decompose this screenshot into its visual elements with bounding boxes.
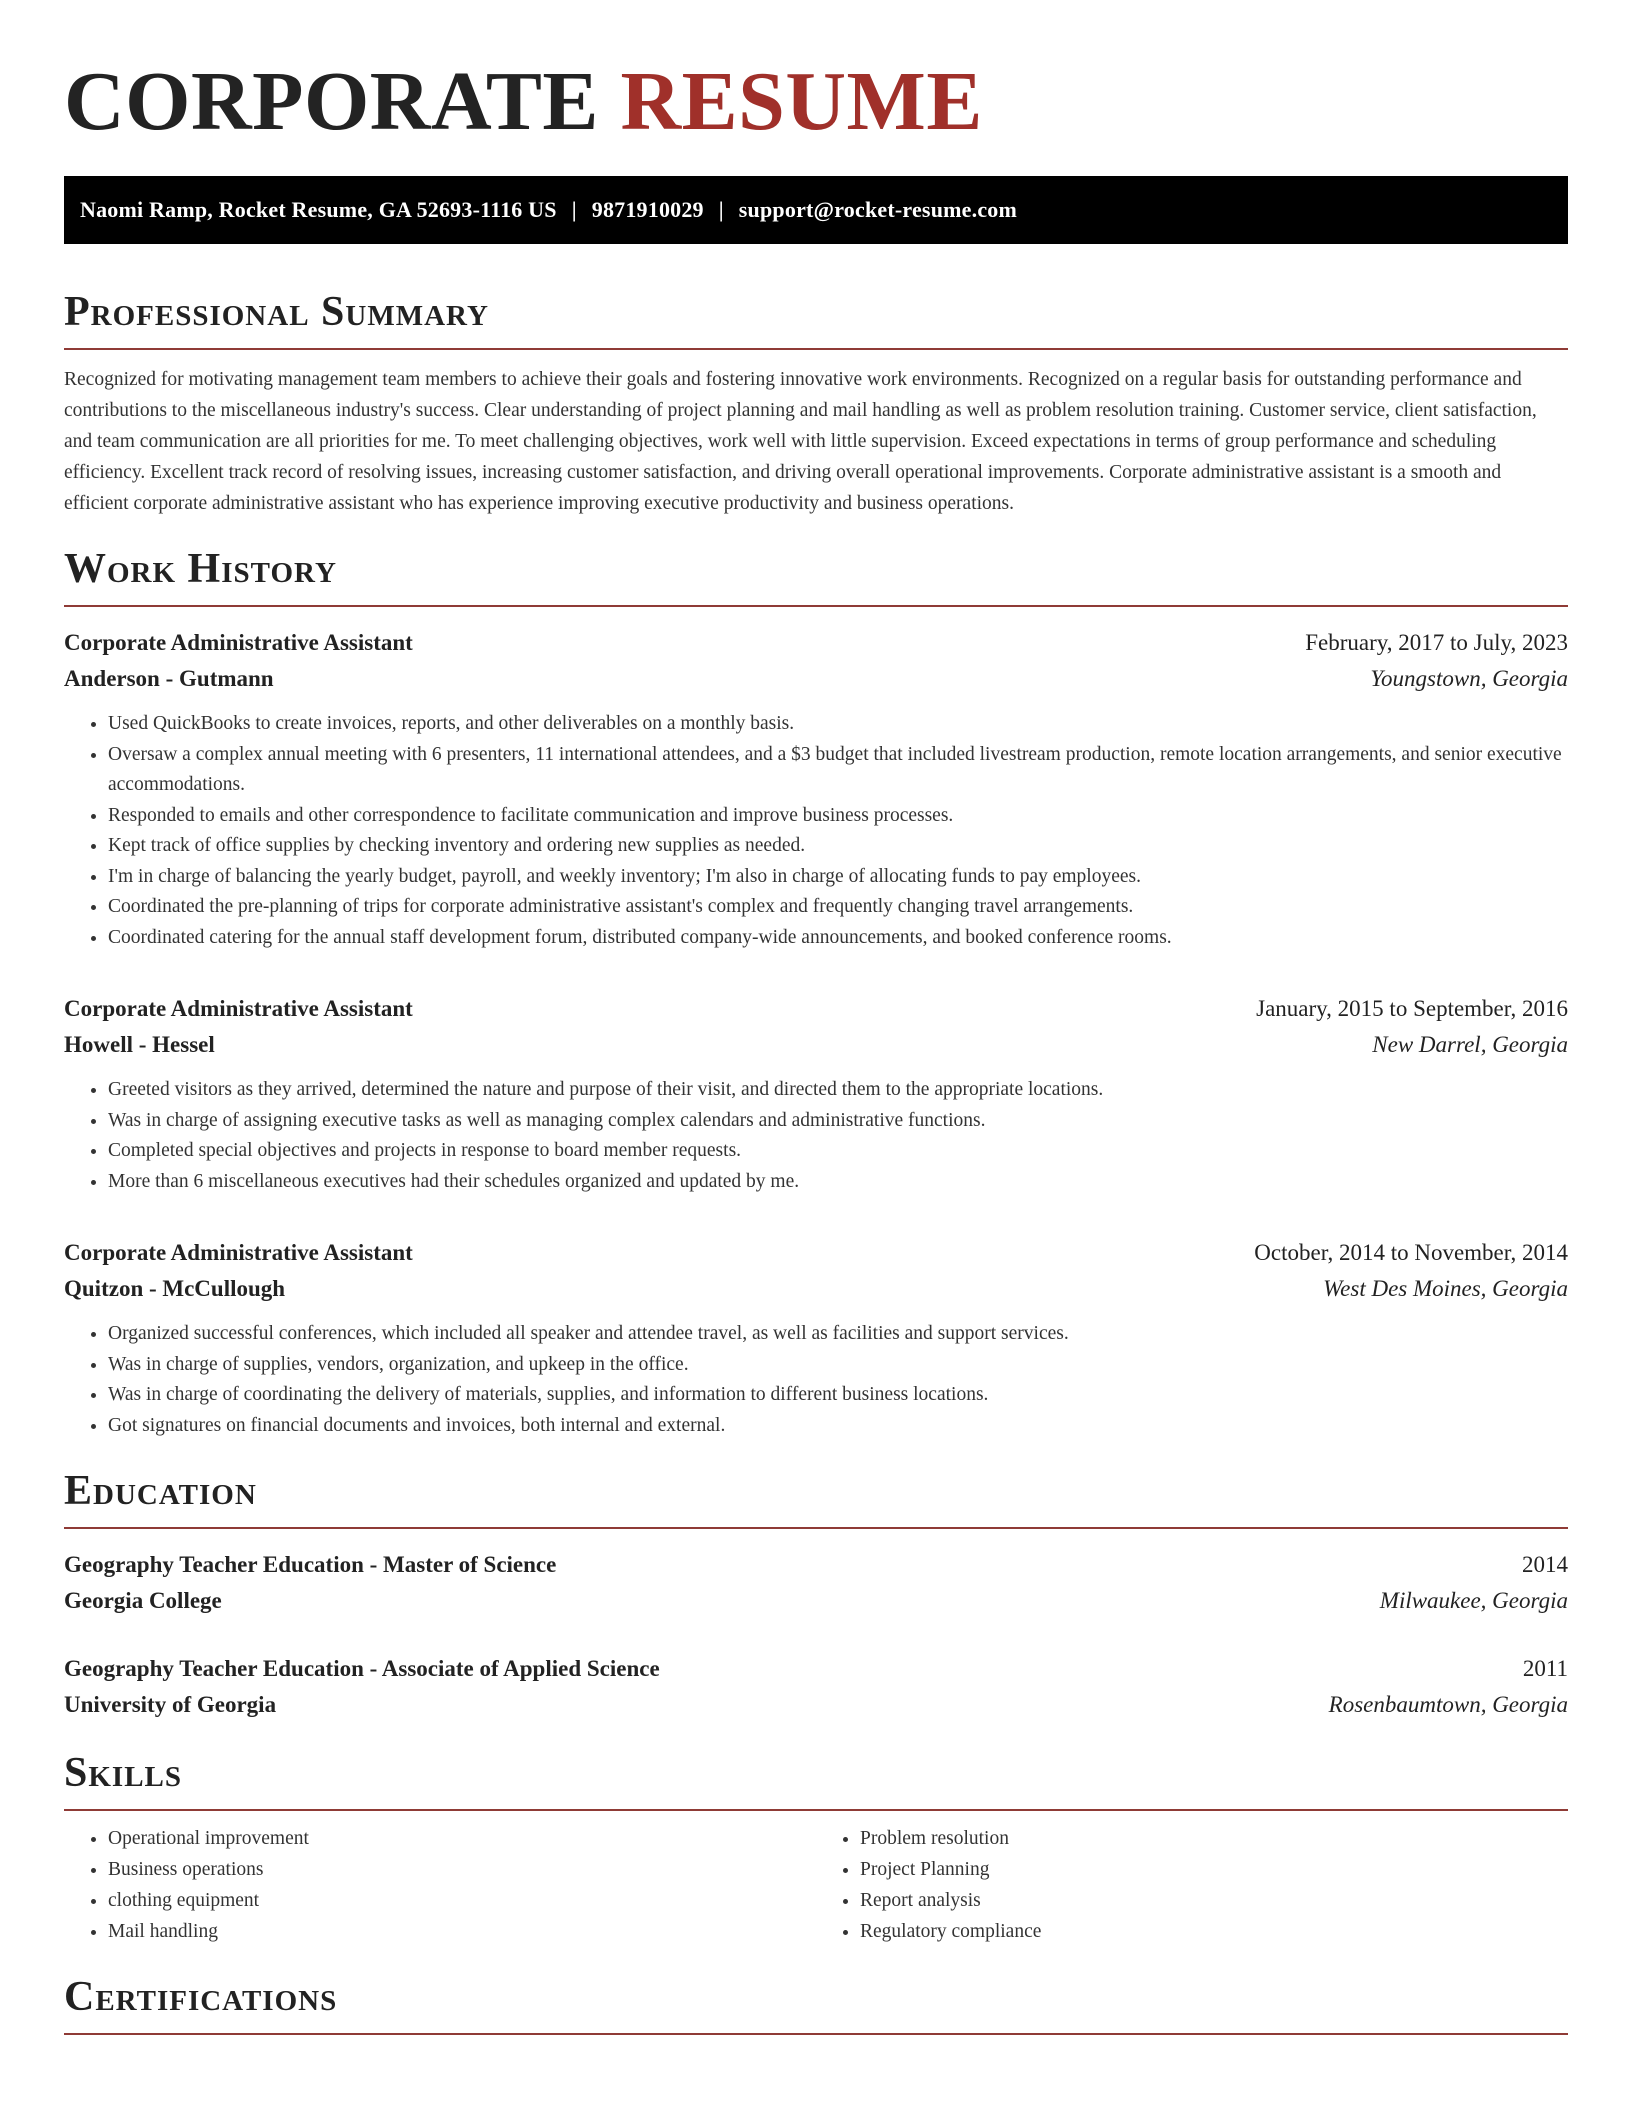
section-heading-summary: Professional Summary	[64, 289, 489, 335]
section-divider	[64, 605, 1568, 607]
graduation-year: 2014	[1522, 1552, 1568, 1577]
list-item: • Kept track of office supplies by checking inventory and ordering new supplies as needed.	[108, 831, 1568, 862]
job-dates: January, 2015 to September, 2016	[1256, 996, 1568, 1021]
job-company: Quitzon - McCullough	[64, 1276, 286, 1301]
job-bullets	[64, 1075, 1568, 1197]
list-item: • Was in charge of coordinating the delivery of materials, supplies, and information to different business locations.	[108, 1380, 1568, 1411]
contact-phone: 9871910029	[591, 197, 704, 222]
resume-title	[64, 52, 1568, 152]
section-divider	[64, 2033, 1568, 2035]
skills-list-left	[64, 1823, 816, 1947]
list-item: • Coordinated catering for the annual staff development forum, distributed company-wide announcements, and booked conference rooms.	[108, 923, 1568, 954]
job-title: Corporate Administrative Assistant	[64, 630, 413, 655]
job-dates: October, 2014 to November, 2014	[1254, 1240, 1568, 1265]
contact-address: Naomi Ramp, Rocket Resume, GA 52693-1116 US	[80, 197, 557, 222]
list-item: • Was in charge of supplies, vendors, organization, and upkeep in the office.	[108, 1350, 1568, 1381]
job-entry	[64, 625, 1568, 953]
list-item: • I'm in charge of balancing the yearly budget, payroll, and weekly inventory; I'm also in charge of allocating funds to pay employees.	[108, 862, 1568, 893]
list-item: • Used QuickBooks to create invoices, reports, and other deliverables on a monthly basis.	[108, 709, 1568, 740]
job-bullets	[64, 1319, 1568, 1441]
title-word-resume: RESUME	[620, 55, 983, 148]
section-heading-certifications: Certifications	[64, 1974, 338, 2020]
skills-section	[64, 1749, 1568, 1947]
skills-columns	[64, 1823, 1568, 1947]
education-section	[64, 1467, 1568, 1723]
graduation-year: 2011	[1522, 1656, 1568, 1681]
list-item: • Operational improvement	[108, 1823, 816, 1854]
degree: Geography Teacher Education - Associate of Applied Science	[64, 1656, 660, 1681]
list-item: • Greeted visitors as they arrived, determined the nature and purpose of their visit, and directed them to the appropriate locations.	[108, 1075, 1568, 1106]
school-location: Rosenbaumtown, Georgia	[1328, 1692, 1568, 1717]
education-entry	[64, 1547, 1568, 1619]
title-word-corporate: CORPORATE	[64, 55, 599, 148]
skills-list-right	[816, 1823, 1568, 1947]
section-heading-education: Education	[64, 1468, 257, 1514]
school-location: Milwaukee, Georgia	[1379, 1588, 1568, 1613]
degree: Geography Teacher Education - Master of Science	[64, 1552, 557, 1577]
section-divider	[64, 1809, 1568, 1811]
list-item: • Project Planning	[860, 1854, 1568, 1885]
job-dates: February, 2017 to July, 2023	[1305, 630, 1568, 655]
list-item: • Mail handling	[108, 1916, 816, 1947]
list-item: • Oversaw a complex annual meeting with 6 presenters, 11 international attendees, and a $3 budget that included livestream production, remote location arrangements, and senior executive accommodations.	[108, 740, 1568, 801]
job-entry	[64, 1235, 1568, 1441]
list-item: • Coordinated the pre-planning of trips for corporate administrative assistant's complex and frequently changing travel arrangements.	[108, 892, 1568, 923]
list-item: • Regulatory compliance	[860, 1916, 1568, 1947]
list-item: • clothing equipment	[108, 1885, 816, 1916]
job-title: Corporate Administrative Assistant	[64, 996, 413, 1021]
list-item: • Completed special objectives and projects in response to board member requests.	[108, 1136, 1568, 1167]
list-item: • Got signatures on financial documents and invoices, both internal and external.	[108, 1411, 1568, 1442]
job-location: Youngstown, Georgia	[1370, 666, 1568, 691]
work-history-section	[64, 545, 1568, 1441]
certifications-section	[64, 1973, 1568, 2035]
job-bullets	[64, 709, 1568, 953]
list-item: • Organized successful conferences, which included all speaker and attendee travel, as well as facilities and support services.	[108, 1319, 1568, 1350]
contact-email: support@rocket-resume.com	[738, 197, 1018, 222]
list-item: • More than 6 miscellaneous executives had their schedules organized and updated by me.	[108, 1167, 1568, 1198]
job-location: New Darrel, Georgia	[1372, 1032, 1568, 1057]
job-title: Corporate Administrative Assistant	[64, 1240, 413, 1265]
contact-bar	[64, 176, 1568, 244]
list-item: • Business operations	[108, 1854, 816, 1885]
section-divider	[64, 1527, 1568, 1529]
job-location: West Des Moines, Georgia	[1323, 1276, 1568, 1301]
job-entry	[64, 991, 1568, 1197]
job-company: Howell - Hessel	[64, 1032, 215, 1057]
list-item: • Report analysis	[860, 1885, 1568, 1916]
summary-text: Recognized for motivating management team members to achieve their goals and fostering innovative work environments. Recognized on a regular basis for outstanding performance and contributions to the miscellaneous industry's success. Clear understanding of project planning and mail handling as well as problem resolution training. Customer service, client satisfaction, and team communication are all priorities for me. To meet challenging objectives, work well with little supervision. Exceed expectations in terms of group performance and scheduling efficiency. Excellent track record of resolving issues, increasing customer satisfaction, and driving overall operational improvements. Corporate administrative assistant is a smooth and efficient corporate administrative assistant who has experience improving executive productivity and business operations.	[64, 369, 1537, 514]
school: University of Georgia	[64, 1692, 277, 1717]
section-divider	[64, 348, 1568, 350]
list-item: • Problem resolution	[860, 1823, 1568, 1854]
contact-separator: |	[571, 197, 577, 222]
contact-separator: |	[718, 197, 724, 222]
section-heading-skills: Skills	[64, 1750, 183, 1796]
list-item: • Responded to emails and other correspondence to facilitate communication and improve business processes.	[108, 801, 1568, 832]
list-item: • Was in charge of assigning executive tasks as well as managing complex calendars and administrative functions.	[108, 1106, 1568, 1137]
section-heading-work-history: Work History	[64, 546, 337, 592]
summary-section	[64, 288, 1568, 519]
school: Georgia College	[64, 1588, 222, 1613]
education-entry	[64, 1651, 1568, 1723]
job-company: Anderson - Gutmann	[64, 666, 274, 691]
